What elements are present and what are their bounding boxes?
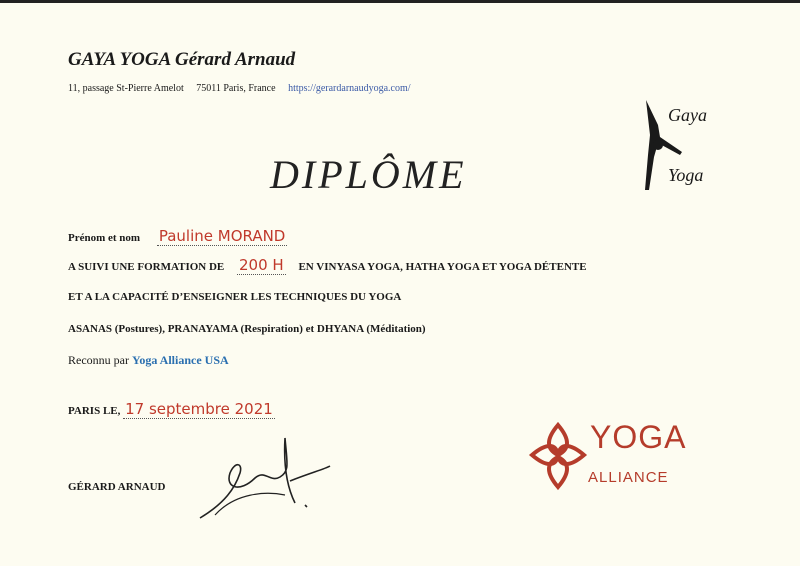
logo-word-yoga: Yoga	[668, 165, 704, 185]
signatory-name: GÉRARD ARNAUD	[68, 481, 166, 493]
name-row	[68, 227, 287, 245]
yoga-alliance-logo	[528, 417, 688, 497]
recognized-org: Yoga Alliance USA	[131, 353, 229, 367]
address-street: 11, passage St-Pierre Amelot	[68, 83, 184, 94]
name-label: Prénom et nom	[68, 232, 141, 244]
hours-value: 200 H	[239, 256, 284, 274]
alliance-word-alliance: ALLIANCE	[588, 469, 669, 486]
diploma-title: DIPLÔME	[270, 152, 467, 197]
lotus-ornament-icon	[528, 421, 588, 491]
school-name: GAYA YOGA Gérard Arnaud	[68, 49, 296, 70]
address-city: 75011 Paris, France	[196, 83, 276, 94]
name-value: Pauline MORAND	[158, 227, 286, 245]
gaya-yoga-logo	[628, 95, 738, 205]
capacity-line: ET A LA CAPACITÉ D’ENSEIGNER LES TECHNIQUES DU YOGA	[68, 291, 402, 303]
recognized-row	[68, 353, 229, 368]
website-link[interactable]: https://gerardarnaudyoga.com/	[288, 83, 411, 94]
signature-image	[195, 433, 345, 528]
date-label: PARIS LE,	[68, 405, 121, 417]
training-prefix: A SUIVI UNE FORMATION DE	[68, 261, 225, 273]
techniques-line: ASANAS (Postures), PRANAYAMA (Respiration) et DHYANA (Méditation)	[68, 323, 426, 335]
address-line	[68, 83, 421, 94]
date-value: 17 septembre 2021	[125, 400, 273, 418]
training-suffix: EN VINYASA YOGA, HATHA YOGA ET YOGA DÉTENTE	[298, 261, 587, 273]
date-row	[68, 400, 275, 418]
recognized-prefix: Reconnu par	[68, 353, 129, 367]
logo-word-gaya: Gaya	[668, 105, 707, 125]
alliance-word-yoga: YOGA	[590, 419, 687, 455]
training-row	[68, 256, 587, 274]
